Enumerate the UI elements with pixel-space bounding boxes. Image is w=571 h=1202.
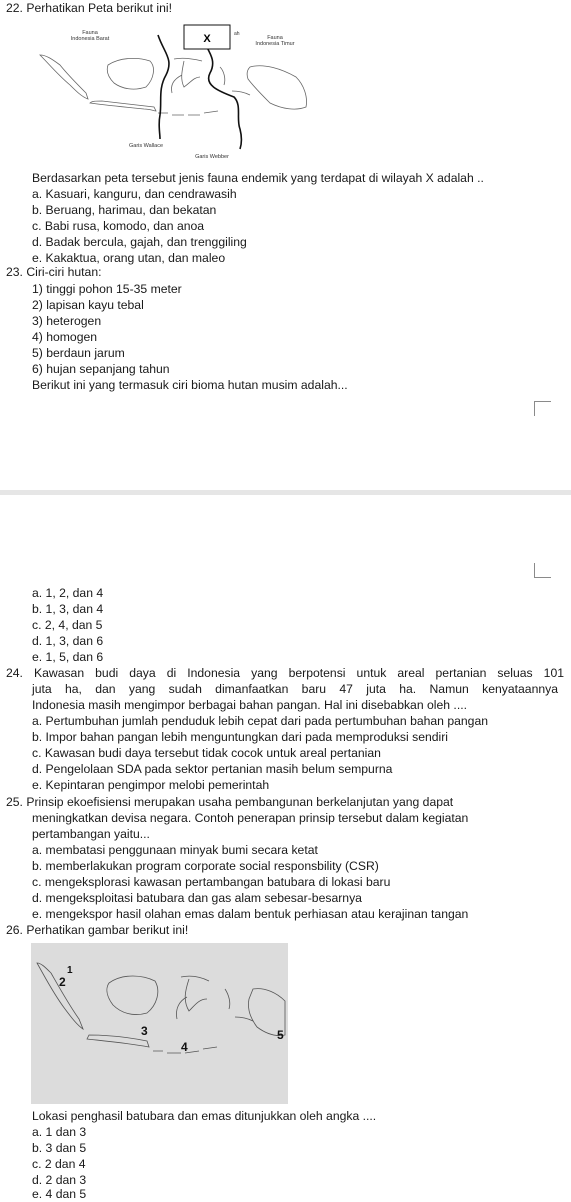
q22-option-d[interactable]: d. Badak bercula, gajah, dan trenggiling xyxy=(32,235,247,249)
question-25-line-2: meningkatkan devisa negara. Contoh penerapan prinsip tersebut dalam kegiatan xyxy=(32,811,469,825)
q24-option-c[interactable]: c. Kawasan budi daya tersebut tidak cocok untuk areal pertanian xyxy=(32,746,381,760)
q25-option-e[interactable]: e. mengekspor hasil olahan emas dalam bentuk perhiasan atau kerajinan tangan xyxy=(32,907,469,921)
indonesia-mining-map xyxy=(31,943,288,1104)
question-23-heading: 23. Ciri-ciri hutan: xyxy=(6,265,102,279)
fauna-distribution-map xyxy=(34,19,312,169)
q23-item-1: 1) tinggi pohon 15-35 meter xyxy=(32,282,182,296)
east-fauna-label-1: Fauna xyxy=(267,35,283,41)
q23-item-4: 4) homogen xyxy=(32,330,98,344)
location-1-label: 1 xyxy=(67,965,73,976)
q24-option-e[interactable]: e. Kepintaran pengimpor melobi pemerintah xyxy=(32,778,270,792)
page-break-divider xyxy=(0,490,571,495)
west-fauna-label-2: Indonesia Barat xyxy=(70,36,110,42)
location-5-label: 5 xyxy=(277,1028,284,1042)
q26-option-e[interactable]: e. 4 dan 5 xyxy=(32,1187,87,1201)
q24-option-a[interactable]: a. Pertumbuhan jumlah penduduk lebih cepat dari pada pertumbuhan bahan pangan xyxy=(32,714,489,728)
weber-line-label: Garis Webber xyxy=(195,154,229,160)
q23-item-5: 5) berdaun jarum xyxy=(32,346,125,360)
question-26-text: Lokasi penghasil batubara dan emas ditunjukkan oleh angka .... xyxy=(32,1109,377,1123)
q25-option-d[interactable]: d. mengeksploitasi batubara dan gas alam sebesar-besarnya xyxy=(32,891,362,905)
east-fauna-label-2: Indonesia Timur xyxy=(255,41,295,47)
question-24-line-3: Indonesia masih mengimpor berbagai bahan pangan. Hal ini disebabkan oleh .... xyxy=(32,698,467,712)
q24-option-b[interactable]: b. Impor bahan pangan lebih menguntungkan dari pada memproduksi sendiri xyxy=(32,730,448,744)
question-22-text: Berdasarkan peta tersebut jenis fauna endemik yang terdapat di wilayah X adalah .. xyxy=(32,171,484,185)
q24-option-d[interactable]: d. Pengelolaan SDA pada sektor pertanian masih belum sempurna xyxy=(32,762,393,776)
q22-option-b[interactable]: b. Beruang, harimau, dan bekatan xyxy=(32,203,217,217)
q23-option-d[interactable]: d. 1, 3, dan 6 xyxy=(32,634,104,648)
question-24-line-2: juta ha, dan yang sudah dimanfaatkan baru 47 juta ha. Namun kenyataannya xyxy=(32,682,558,696)
question-24-line-1: 24. Kawasan budi daya di Indonesia yang berpotensi untuk areal pertanian seluas 101 xyxy=(6,666,564,680)
crop-corner-top-right xyxy=(534,401,551,416)
west-fauna-label-1: Fauna xyxy=(82,30,98,36)
q23-item-3: 3) heterogen xyxy=(32,314,102,328)
question-23-text: Berikut ini yang termasuk ciri bioma hutan musim adalah... xyxy=(32,378,348,392)
q26-option-a[interactable]: a. 1 dan 3 xyxy=(32,1125,87,1139)
question-26-heading: 26. Perhatikan gambar berikut ini! xyxy=(6,923,189,937)
question-22-heading: 22. Perhatikan Peta berikut ini! xyxy=(6,1,172,15)
crop-corner-bottom-left xyxy=(534,563,551,578)
ah-fragment: ah xyxy=(234,31,240,37)
q23-option-c[interactable]: c. 2, 4, dan 5 xyxy=(32,618,103,632)
q23-option-e[interactable]: e. 1, 5, dan 6 xyxy=(32,650,104,664)
location-3-label: 3 xyxy=(141,1024,148,1038)
q25-option-a[interactable]: a. membatasi penggunaan minyak bumi secara ketat xyxy=(32,843,318,857)
q26-option-c[interactable]: c. 2 dan 4 xyxy=(32,1157,86,1171)
question-25-line-1: 25. Prinsip ekoefisiensi merupakan usaha pembangunan berkelanjutan yang dapat xyxy=(6,795,454,809)
q22-option-e[interactable]: e. Kakaktua, orang utan, dan maleo xyxy=(32,251,226,265)
location-4-label: 4 xyxy=(181,1040,188,1054)
q25-option-c[interactable]: c. mengeksplorasi kawasan pertambangan batubara di lokasi baru xyxy=(32,875,391,889)
wallace-line-label: Garis Wallace xyxy=(128,143,164,149)
question-25-line-3: pertambangan yaitu... xyxy=(32,827,150,841)
q23-item-6: 6) hujan sepanjang tahun xyxy=(32,362,170,376)
q23-option-b[interactable]: b. 1, 3, dan 4 xyxy=(32,602,104,616)
q26-option-b[interactable]: b. 3 dan 5 xyxy=(32,1141,87,1155)
region-x-label: X xyxy=(203,33,211,45)
q22-option-c[interactable]: c. Babi rusa, komodo, dan anoa xyxy=(32,219,205,233)
q23-item-2: 2) lapisan kayu tebal xyxy=(32,298,144,312)
q26-option-d[interactable]: d. 2 dan 3 xyxy=(32,1173,87,1187)
q23-option-a[interactable]: a. 1, 2, dan 4 xyxy=(32,586,104,600)
q22-option-a[interactable]: a. Kasuari, kanguru, dan cendrawasih xyxy=(32,187,237,201)
q25-option-b[interactable]: b. memberlakukan program corporate social responsbility (CSR) xyxy=(32,859,379,873)
location-2-label: 2 xyxy=(59,975,66,989)
